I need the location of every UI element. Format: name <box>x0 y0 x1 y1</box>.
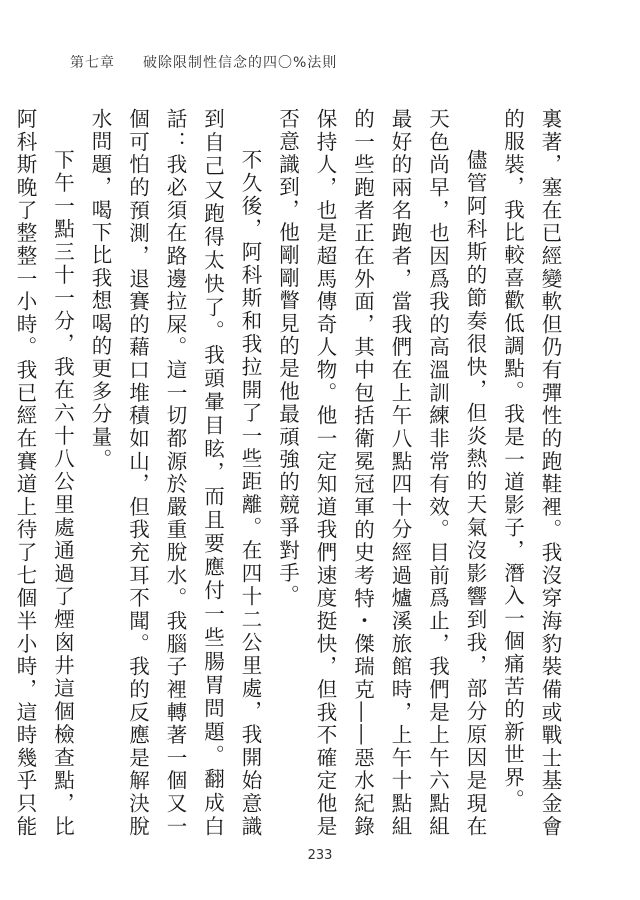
paragraph: 下午一點三十一分，我在六十八公里處通過了煙囪井這個檢查點，比阿科斯晚了整整一小時。我已經在賽道上待了七個半小時，這時幾乎只能 <box>13 108 75 838</box>
chapter-title: 破除限制性信念的四〇%法則 <box>143 55 338 71</box>
chapter-label: 第七章 <box>70 55 115 71</box>
paragraph: 不久後，阿科斯和我拉開了一些距離。在四十二公里處，我開始意識到自己又跑得太快了。我頭暈目眩，而且要應付一些腸胃問題。翻成白話：我必須在路邊拉屎。這一切都源於嚴重脫水。我腦子裡轉著一個又一個可怕的預測，退賽的藉口堆積如山，但我充耳不聞。我的反應是解決脫水問題，喝下比我想喝的更多分量。 <box>88 108 262 838</box>
paragraph: 裏著，塞在已經變軟但仍有彈性的跑鞋裡。我沒穿海豹裝備或戰士基金會的服裝，我比較喜歡低調點。我是一道影子，潛入一個痛苦的新世界。 <box>500 108 562 838</box>
body-text <box>13 108 568 838</box>
paragraph: 儘管阿科斯的節奏很快，但炎熱的天氣沒影響到我，部分原因是現在天色尚早，也因爲我的高溫訓練非常有效。目前爲止，我們是上午六點組最好的兩名跑者，當我們在上午八點四十分經過爐溪旅館時，上午十點組的一些跑者正在外面，其中包括衛冕冠軍的史考特・傑瑞克――惡水紀錄保持人，也是超馬傳奇人物。他一定知道我們速度挺快，但我不確定他是否意識到，他剛剛瞥見的是他最頑強的競爭對手。 <box>275 108 487 838</box>
page-number: 233 <box>307 848 333 863</box>
running-header <box>70 52 337 72</box>
